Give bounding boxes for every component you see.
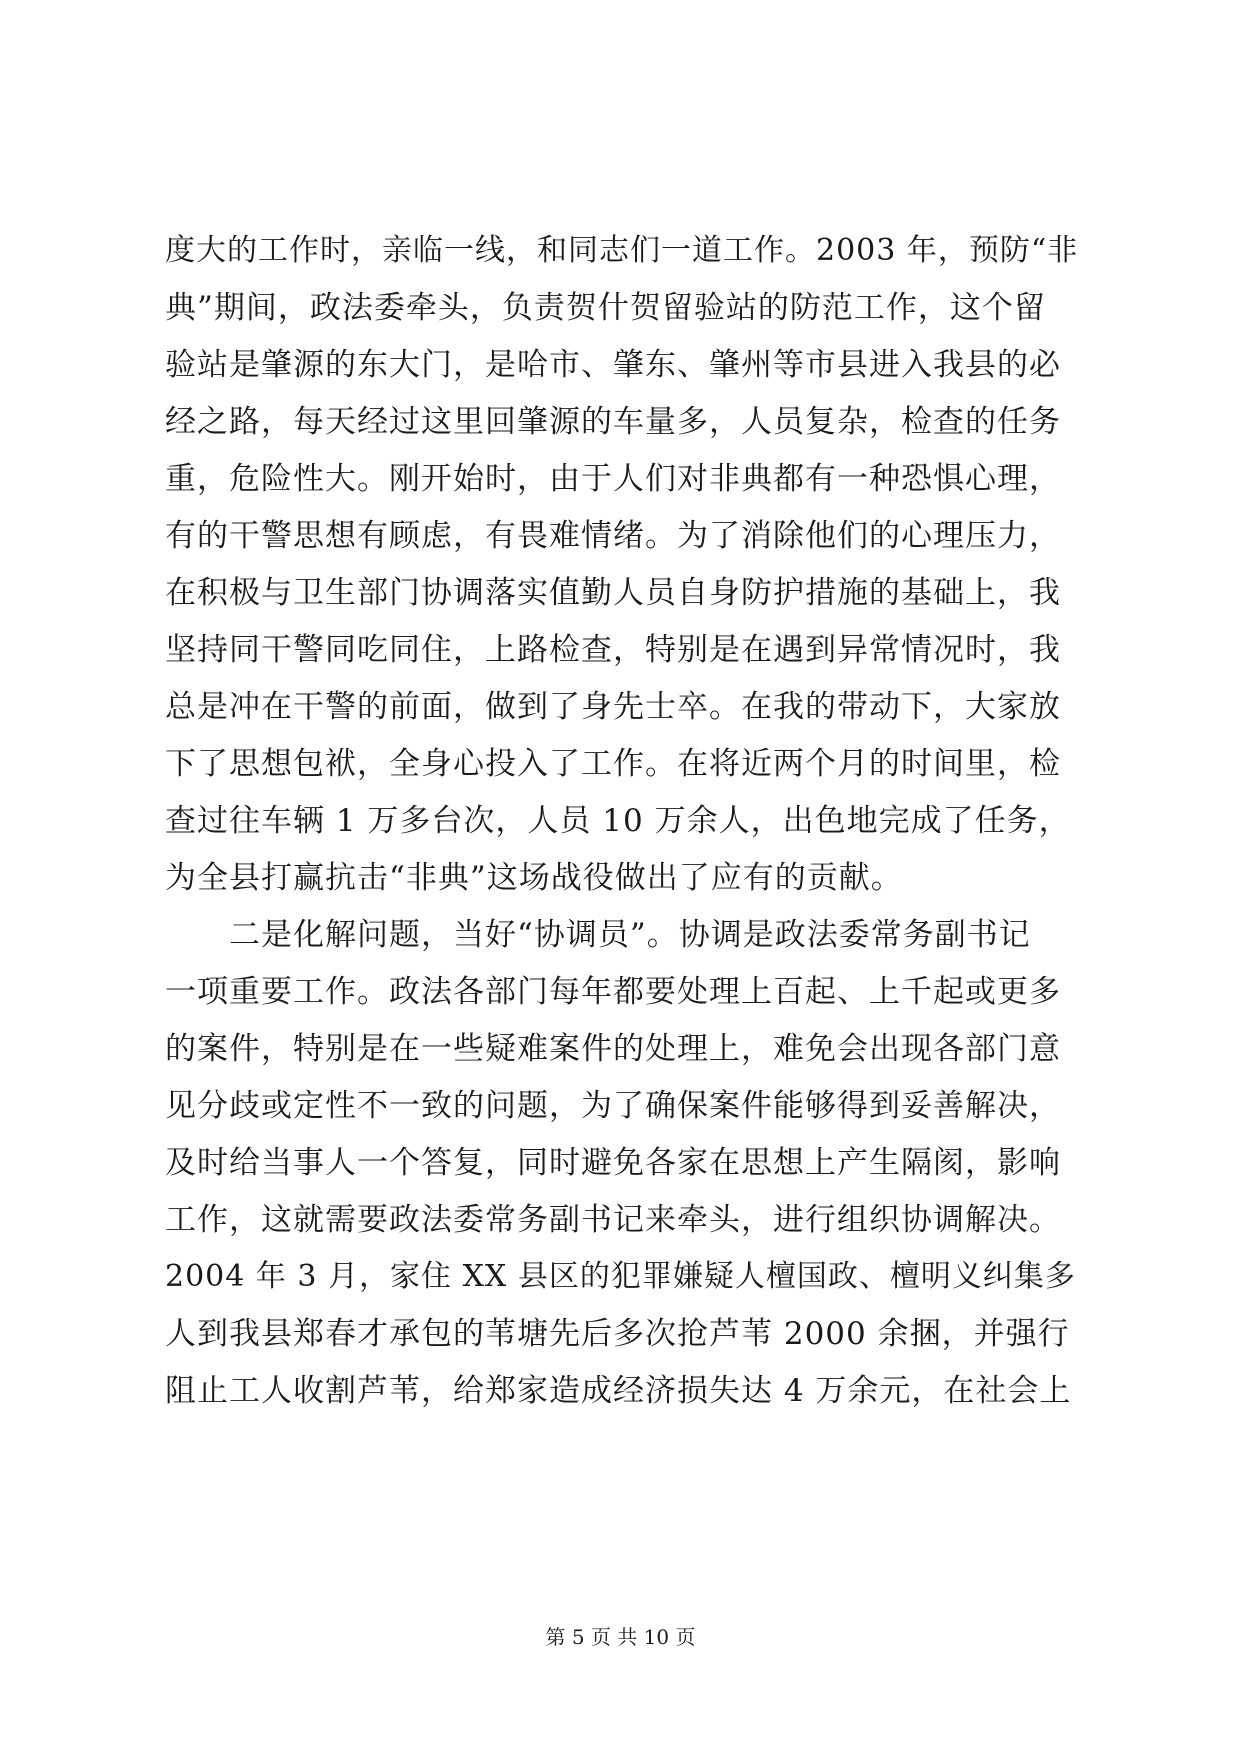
text-line: 一项重要工作。政法各部门每年都要处理上百起、上千起或更多 [165,974,1061,1010]
text-line: 总是冲在干警的前面，做到了身先士卒。在我的带动下，大家放 [165,689,1061,725]
text-line: 的案件，特别是在一些疑难案件的处理上，难免会出现各部门意 [165,1031,1061,1067]
text-line: 有的干警思想有顾虑，有畏难情绪。为了消除他们的心理压力， [165,518,1061,554]
text-line: 下了思想包袱，全身心投入了工作。在将近两个月的时间里，检 [165,746,1061,782]
text-line: 查过往车辆 1 万多台次，人员 10 万余人，出色地完成了任务， [165,803,1071,839]
page-number-footer: 第 5 页 共 10 页 [545,1625,696,1649]
text-line: 度大的工作时，亲临一线，和同志们一道工作。2003 年，预防“非 [165,233,1079,268]
text-line: 工作，这就需要政法委常务副书记来牵头，进行组织协调解决。 [165,1202,1061,1238]
text-line: 典”期间，政法委牵头，负责贺什贺留验站的防范工作，这个留 [165,290,1046,326]
text-line: 阻止工人收割芦苇，给郑家造成经济损失达 4 万余元，在社会上 [165,1373,1072,1409]
text-line: 为全县打赢抗击“非典”这场战役做出了应有的贡献。 [165,860,903,896]
text-line: 人到我县郑春才承包的苇塘先后多次抢芦苇 2000 余捆，并强行 [165,1316,1070,1352]
text-line: 经之路，每天经过这里回肇源的车量多，人员复杂，检查的任务 [165,404,1061,440]
text-line: 在积极与卫生部门协调落实值勤人员自身防护措施的基础上，我 [165,575,1061,611]
text-line: 验站是肇源的东大门，是哈市、肇东、肇州等市县进入我县的必 [165,347,1061,383]
text-line: 坚持同干警同吃同住，上路检查，特别是在遇到异常情况时，我 [165,632,1061,668]
text-line: 见分歧或定性不一致的问题，为了确保案件能够得到妥善解决， [165,1088,1061,1124]
text-line: 重，危险性大。刚开始时，由于人们对非典都有一种恐惧心理， [165,461,1061,497]
text-line: 及时给当事人一个答复，同时避免各家在思想上产生隔阂，影响 [165,1145,1061,1181]
paragraph-first-line: 二是化解问题，当好“协调员”。协调是政法委常务副书记 [229,917,1031,953]
text-line: 2004 年 3 月，家住 XX 县区的犯罪嫌疑人檀国政、檀明义纠集多 [165,1259,1076,1294]
